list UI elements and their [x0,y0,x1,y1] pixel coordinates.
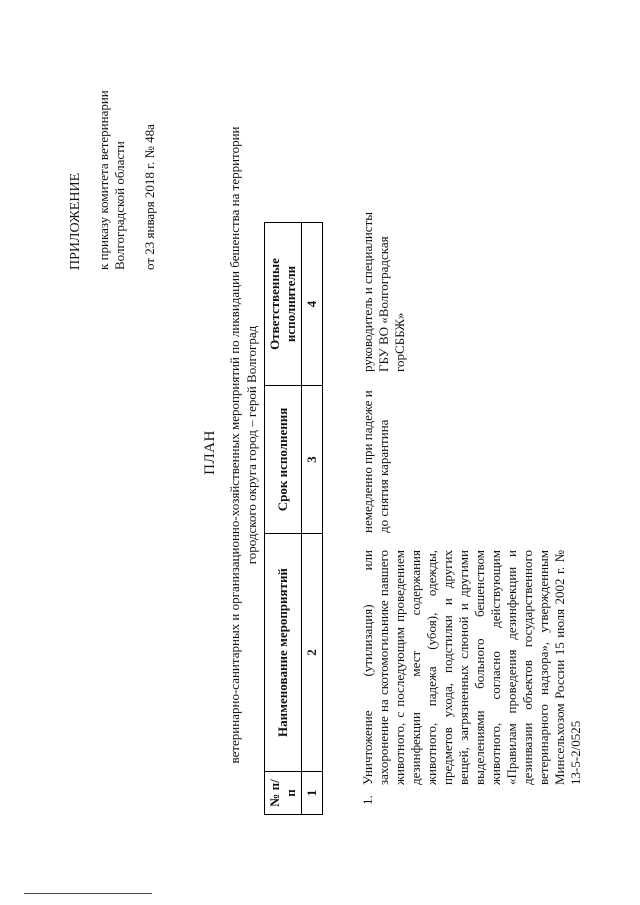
order-date: от 23 января 2018 г. № 48а [142,124,157,270]
header-term: Срок исполнения [265,386,302,534]
col-number-1: 1 [302,772,323,815]
row-number: 1. [360,795,375,805]
appendix-title: ПРИЛОЖЕНИЕ [68,172,83,270]
col-number-3: 3 [302,386,323,534]
row-measure-text: Уничтожение (утилизация) или захоронение на скотомогильнике павшего животного, с последующим проведением дезинфекции мест содержания животного, падежа (убоя), одежды, предметов ухода, подстилки и других вещей, загрязненных слюной и другими выделениями больного бешенством животного, согласно действующим «Правилам проведения дезинфекции и дезинвазии объектов государственного ветеринарного надзора», утвержденным Минсельхозом России 15 июля 2002 г. № 13-5-2/0525 [360,550,583,785]
table-number-row [302,223,323,815]
plan-title: ПЛАН [202,430,218,475]
header-executors: Ответственные исполнители [265,223,302,386]
col-number-4: 4 [302,223,323,386]
order-reference: к приказу комитета ветеринарии Волгоградской области [96,90,127,270]
row-term: немедленно при падеже и до снятия карантина [360,390,391,533]
table-header-row [265,223,302,815]
footer-divider [24,893,152,894]
col-number-2: 2 [302,534,323,772]
header-num: № п/п [265,772,302,815]
row-executors: руководитель и специалисты ГБУ ВО «Волгоградская горСББЖ» [360,212,407,372]
plan-table [264,222,323,815]
header-name: Наименование мероприятий [265,534,302,772]
plan-subtitle: ветеринарно-санитарных и организационно-хозяйственных мероприятий по ликвидации бешенства на территории городского округа город – герой Волгоград [227,126,259,764]
